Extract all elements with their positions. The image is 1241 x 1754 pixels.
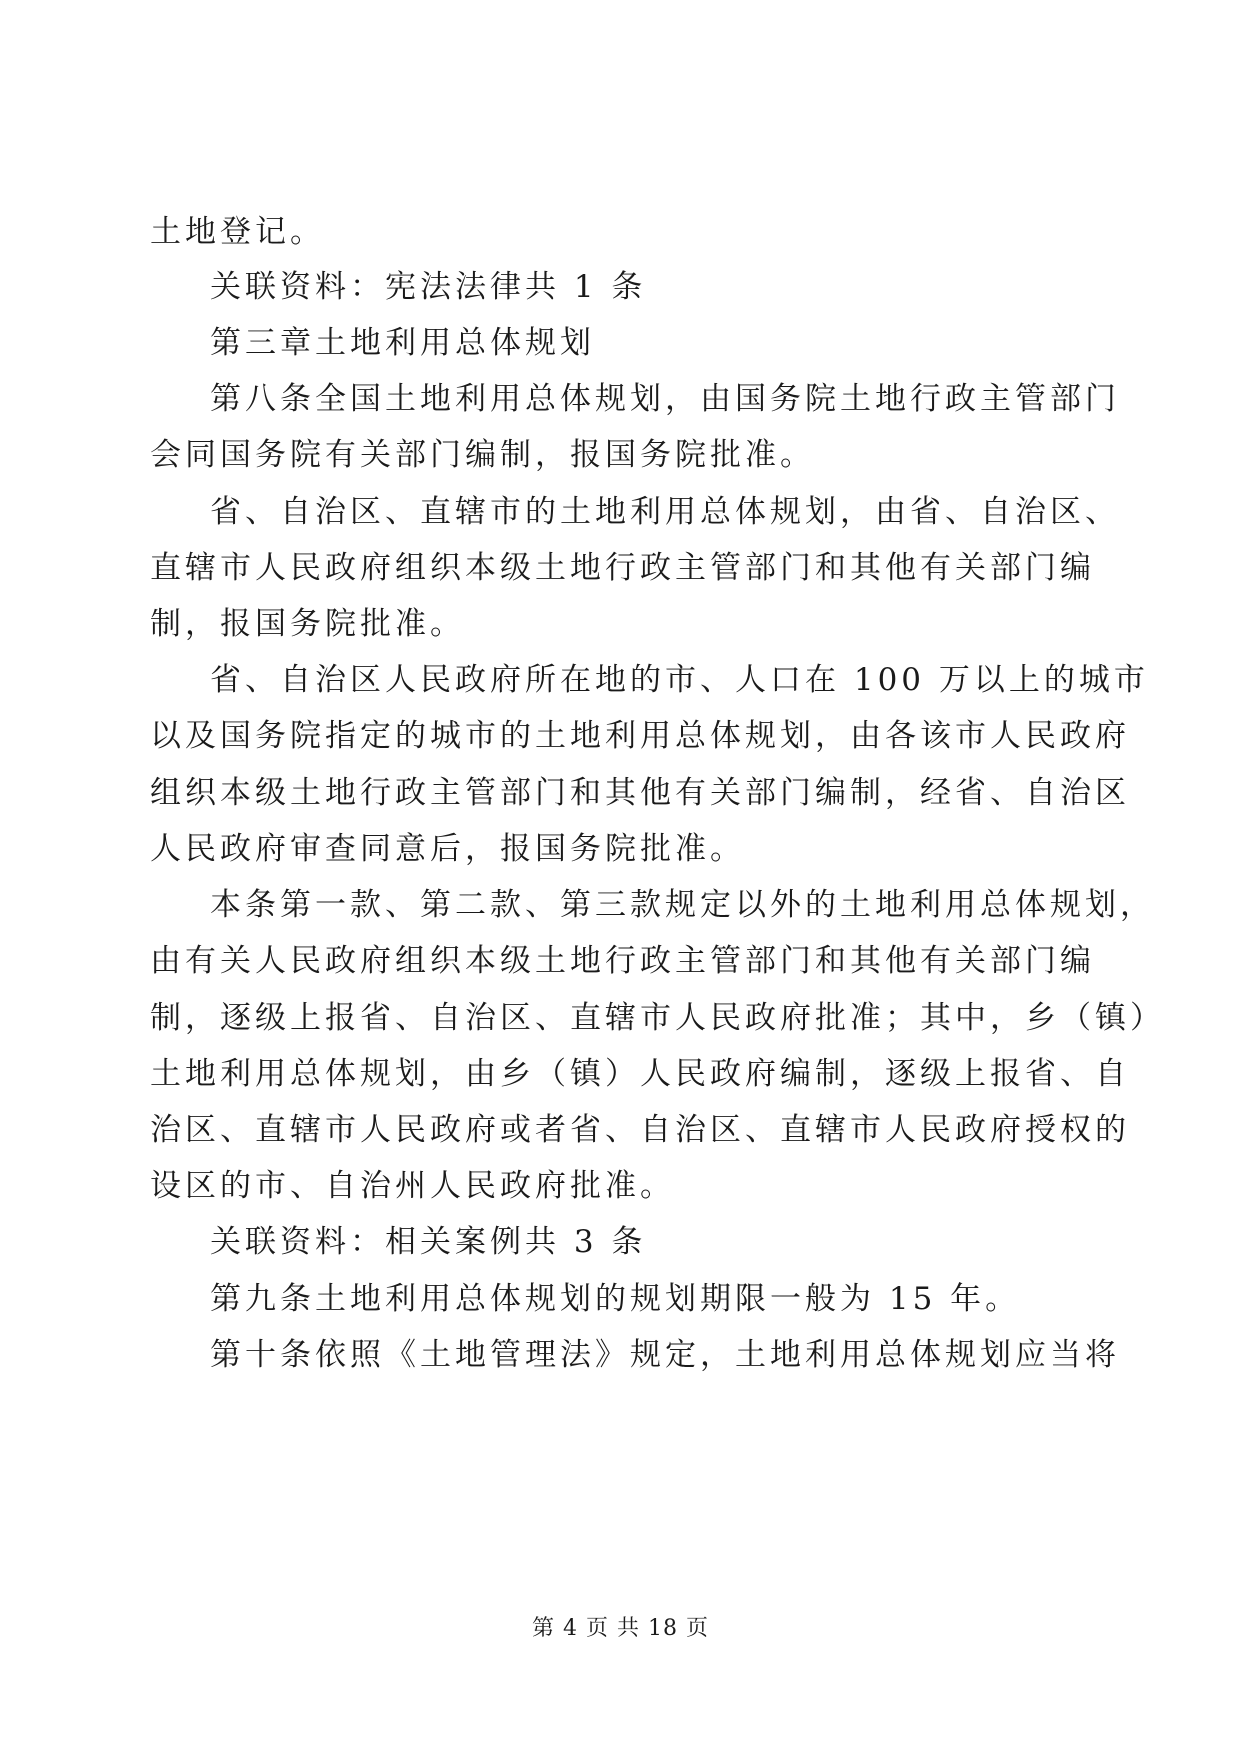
text-line: 本条第一款、第二款、第三款规定以外的土地利用总体规划， [210, 887, 1155, 923]
text-line: 第九条土地利用总体规划的规划期限一般为 15 年。 [210, 1281, 1021, 1317]
text-line: 土地利用总体规划，由乡（镇）人民政府编制，逐级上报省、自 [150, 1056, 1130, 1092]
text-line: 治区、直辖市人民政府或者省、自治区、直辖市人民政府授权的 [150, 1112, 1130, 1148]
text-line: 会同国务院有关部门编制，报国务院批准。 [150, 437, 815, 473]
text-line: 组织本级土地行政主管部门和其他有关部门编制，经省、自治区 [150, 775, 1130, 811]
related-materials-line: 关联资料：宪法法律共 1 条 [210, 269, 647, 305]
text-line: 第八条全国土地利用总体规划，由国务院土地行政主管部门 [210, 381, 1120, 417]
text-line: 制，逐级上报省、自治区、直辖市人民政府批准；其中，乡（镇） [150, 1000, 1165, 1036]
text-line: 第十条依照《土地管理法》规定，土地利用总体规划应当将 [210, 1337, 1120, 1373]
text-line: 制，报国务院批准。 [150, 606, 465, 642]
text-line: 土地登记。 [150, 214, 325, 250]
text-line: 以及国务院指定的城市的土地利用总体规划，由各该市人民政府 [150, 718, 1130, 754]
text-line: 省、自治区、直辖市的土地利用总体规划，由省、自治区、 [210, 494, 1120, 530]
chapter-heading: 第三章土地利用总体规划 [210, 325, 595, 361]
text-line: 由有关人民政府组织本级土地行政主管部门和其他有关部门编 [150, 943, 1095, 979]
text-line: 省、自治区人民政府所在地的市、人口在 100 万以上的城市 [210, 662, 1149, 698]
text-line: 设区的市、自治州人民政府批准。 [150, 1168, 675, 1204]
page-footer: 第 4 页 共 18 页 [532, 1616, 709, 1641]
text-line: 直辖市人民政府组织本级土地行政主管部门和其他有关部门编 [150, 550, 1095, 586]
related-materials-line: 关联资料：相关案例共 3 条 [210, 1224, 647, 1260]
text-line: 人民政府审查同意后，报国务院批准。 [150, 831, 745, 867]
